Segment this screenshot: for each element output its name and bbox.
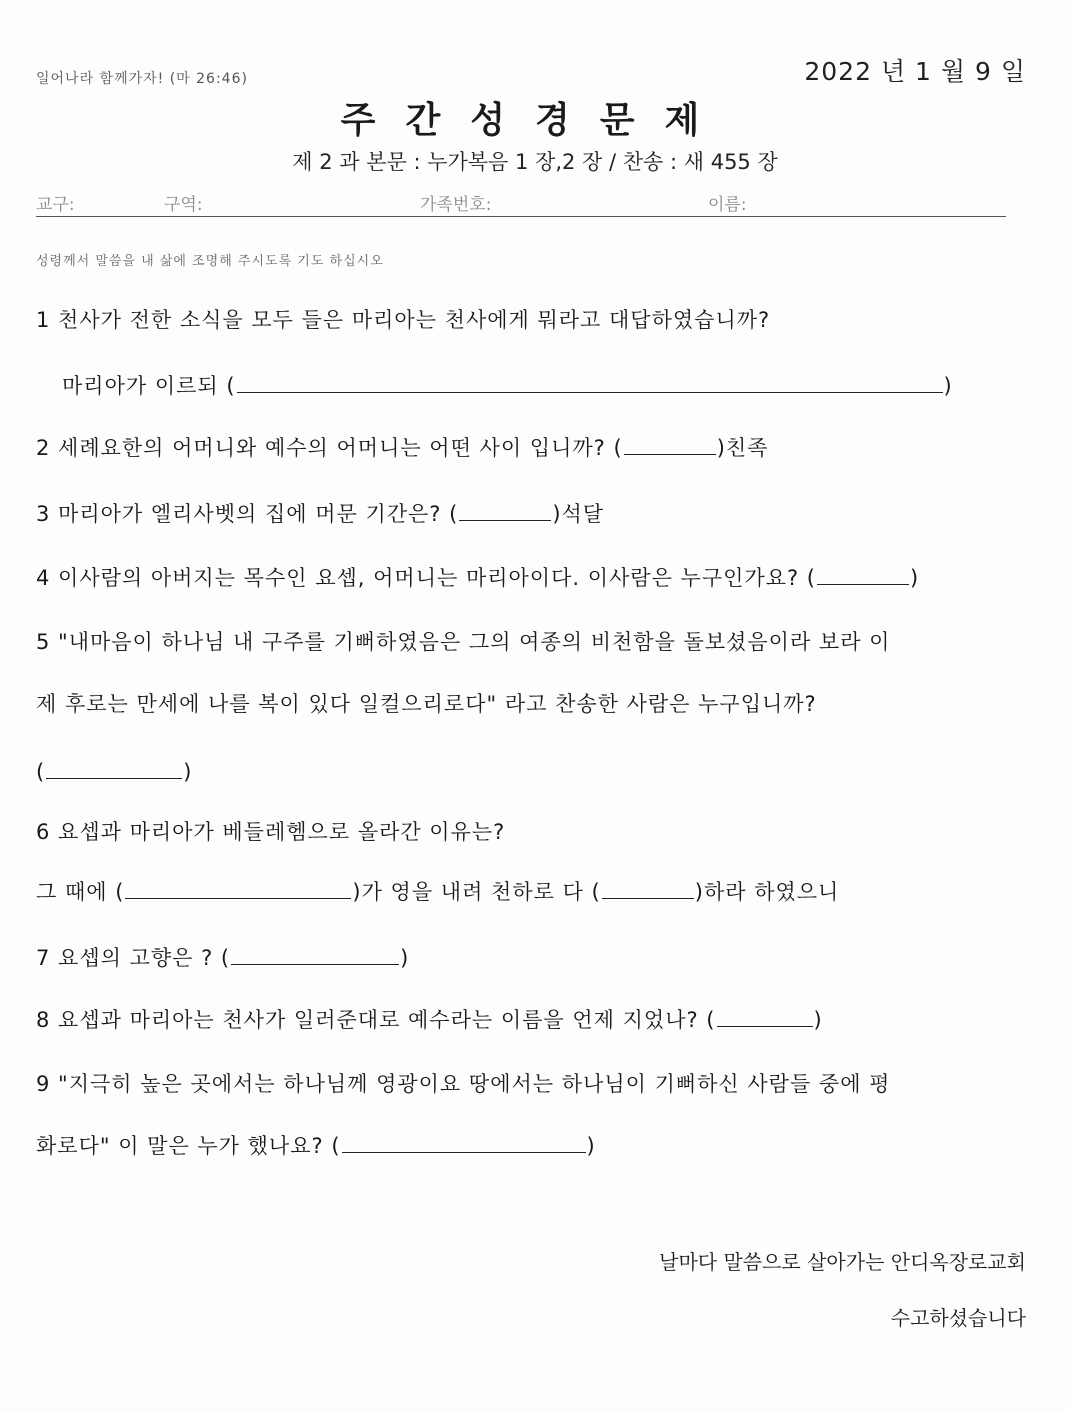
question-4-text: 4 이사람의 아버지는 목수인 요셉, 어머니는 마리아이다. 이사람은 누구인가요? (	[36, 566, 816, 590]
answer-blank-3[interactable]	[459, 498, 551, 521]
question-2	[36, 432, 768, 462]
answer-blank-6a[interactable]	[125, 876, 351, 899]
answer-blank-7[interactable]	[231, 942, 399, 965]
question-2-suffix: )친족	[716, 436, 769, 460]
question-6-text: 6 요셉과 마리아가 베들레헴으로 올라간 이유는?	[36, 820, 506, 844]
answer-blank-2[interactable]	[624, 432, 716, 455]
page-title: 주간성경문제	[340, 100, 730, 141]
motto-text: 일어나라 함께가자! (마 26:46)	[36, 71, 248, 87]
close-paren: )	[943, 374, 953, 398]
date-text: 2022 년 1 월 9 일	[804, 57, 1026, 86]
question-1-text: 1 천사가 전한 소식을 모두 들은 마리아는 천사에게 뭐라고 대답하였습니까?	[36, 308, 771, 332]
question-6-suffix: )하라 하였으니	[694, 880, 840, 904]
answer-blank-9[interactable]	[342, 1130, 586, 1153]
close-paren: )	[813, 1008, 823, 1032]
open-paren: (	[36, 760, 46, 784]
question-7	[36, 942, 409, 972]
question-8-text: 8 요셉과 마리아는 천사가 일러준대로 예수라는 이름을 언제 지었나? (	[36, 1008, 716, 1032]
info-row	[36, 188, 1006, 217]
answer-blank-8[interactable]	[717, 1004, 813, 1027]
area-field[interactable]: 구역:	[164, 195, 203, 215]
family-number-field[interactable]: 가족번호:	[420, 195, 492, 215]
question-6	[36, 816, 505, 846]
question-3	[36, 498, 604, 528]
close-paren: )	[183, 760, 193, 784]
district-field[interactable]: 교구:	[36, 195, 75, 215]
question-6-answer-prefix: 그 때에 (	[36, 880, 125, 904]
question-9-line-2: 화로다" 이 말은 누가 했나요? ( )	[36, 1130, 596, 1160]
answer-blank-4[interactable]	[817, 562, 909, 585]
close-paren: )	[586, 1134, 596, 1158]
question-6-answer	[36, 876, 839, 906]
question-7-text: 7 요셉의 고향은 ? (	[36, 946, 231, 970]
name-field[interactable]: 이름:	[708, 195, 747, 215]
thanks-text: 수고하셨습니다	[890, 1306, 1026, 1330]
question-9-line-1: 9 "지극히 높은 곳에서는 하나님께 영광이요 땅에서는 하나님이 기뻐하신 사람들 중에 평	[36, 1072, 891, 1096]
church-name: 날마다 말씀으로 살아가는 안디옥장로교회	[659, 1250, 1026, 1274]
prayer-text: 성령께서 말씀을 내 삶에 조명해 주시도록 기도 하십시오	[36, 254, 384, 269]
question-4	[36, 562, 919, 592]
question-6-mid: )가 영을 내려 천하로 다 (	[352, 880, 601, 904]
question-5-line-2: 제 후로는 만세에 나를 복이 있다 일컬으리로다" 라고 찬송한 사람은 누구입니까?	[36, 692, 817, 716]
answer-blank-5[interactable]	[46, 756, 182, 779]
question-3-text: 3 마리아가 엘리사벳의 집에 머문 기간은? (	[36, 502, 459, 526]
answer-blank-6b[interactable]	[602, 876, 694, 899]
lesson-info: 제 2 과 본문 : 누가복음 1 장,2 장 / 찬송 : 새 455 장	[292, 150, 778, 174]
answer-blank-1[interactable]	[237, 370, 943, 393]
question-2-text: 2 세례요한의 어머니와 예수의 어머니는 어떤 사이 입니까? (	[36, 436, 623, 460]
question-1-answer-prefix: 마리아가 이르되 (	[62, 374, 236, 398]
question-5-line-1: 5 "내마음이 하나님 내 구주를 기뻐하였음은 그의 여종의 비천함을 돌보셨음이라 보라 이	[36, 630, 891, 654]
question-5-answer	[36, 756, 192, 784]
question-1-answer	[62, 370, 953, 400]
question-1	[36, 304, 770, 334]
question-8	[36, 1004, 823, 1034]
question-3-suffix: )석달	[552, 502, 605, 526]
close-paren: )	[910, 566, 920, 590]
close-paren: )	[400, 946, 410, 970]
